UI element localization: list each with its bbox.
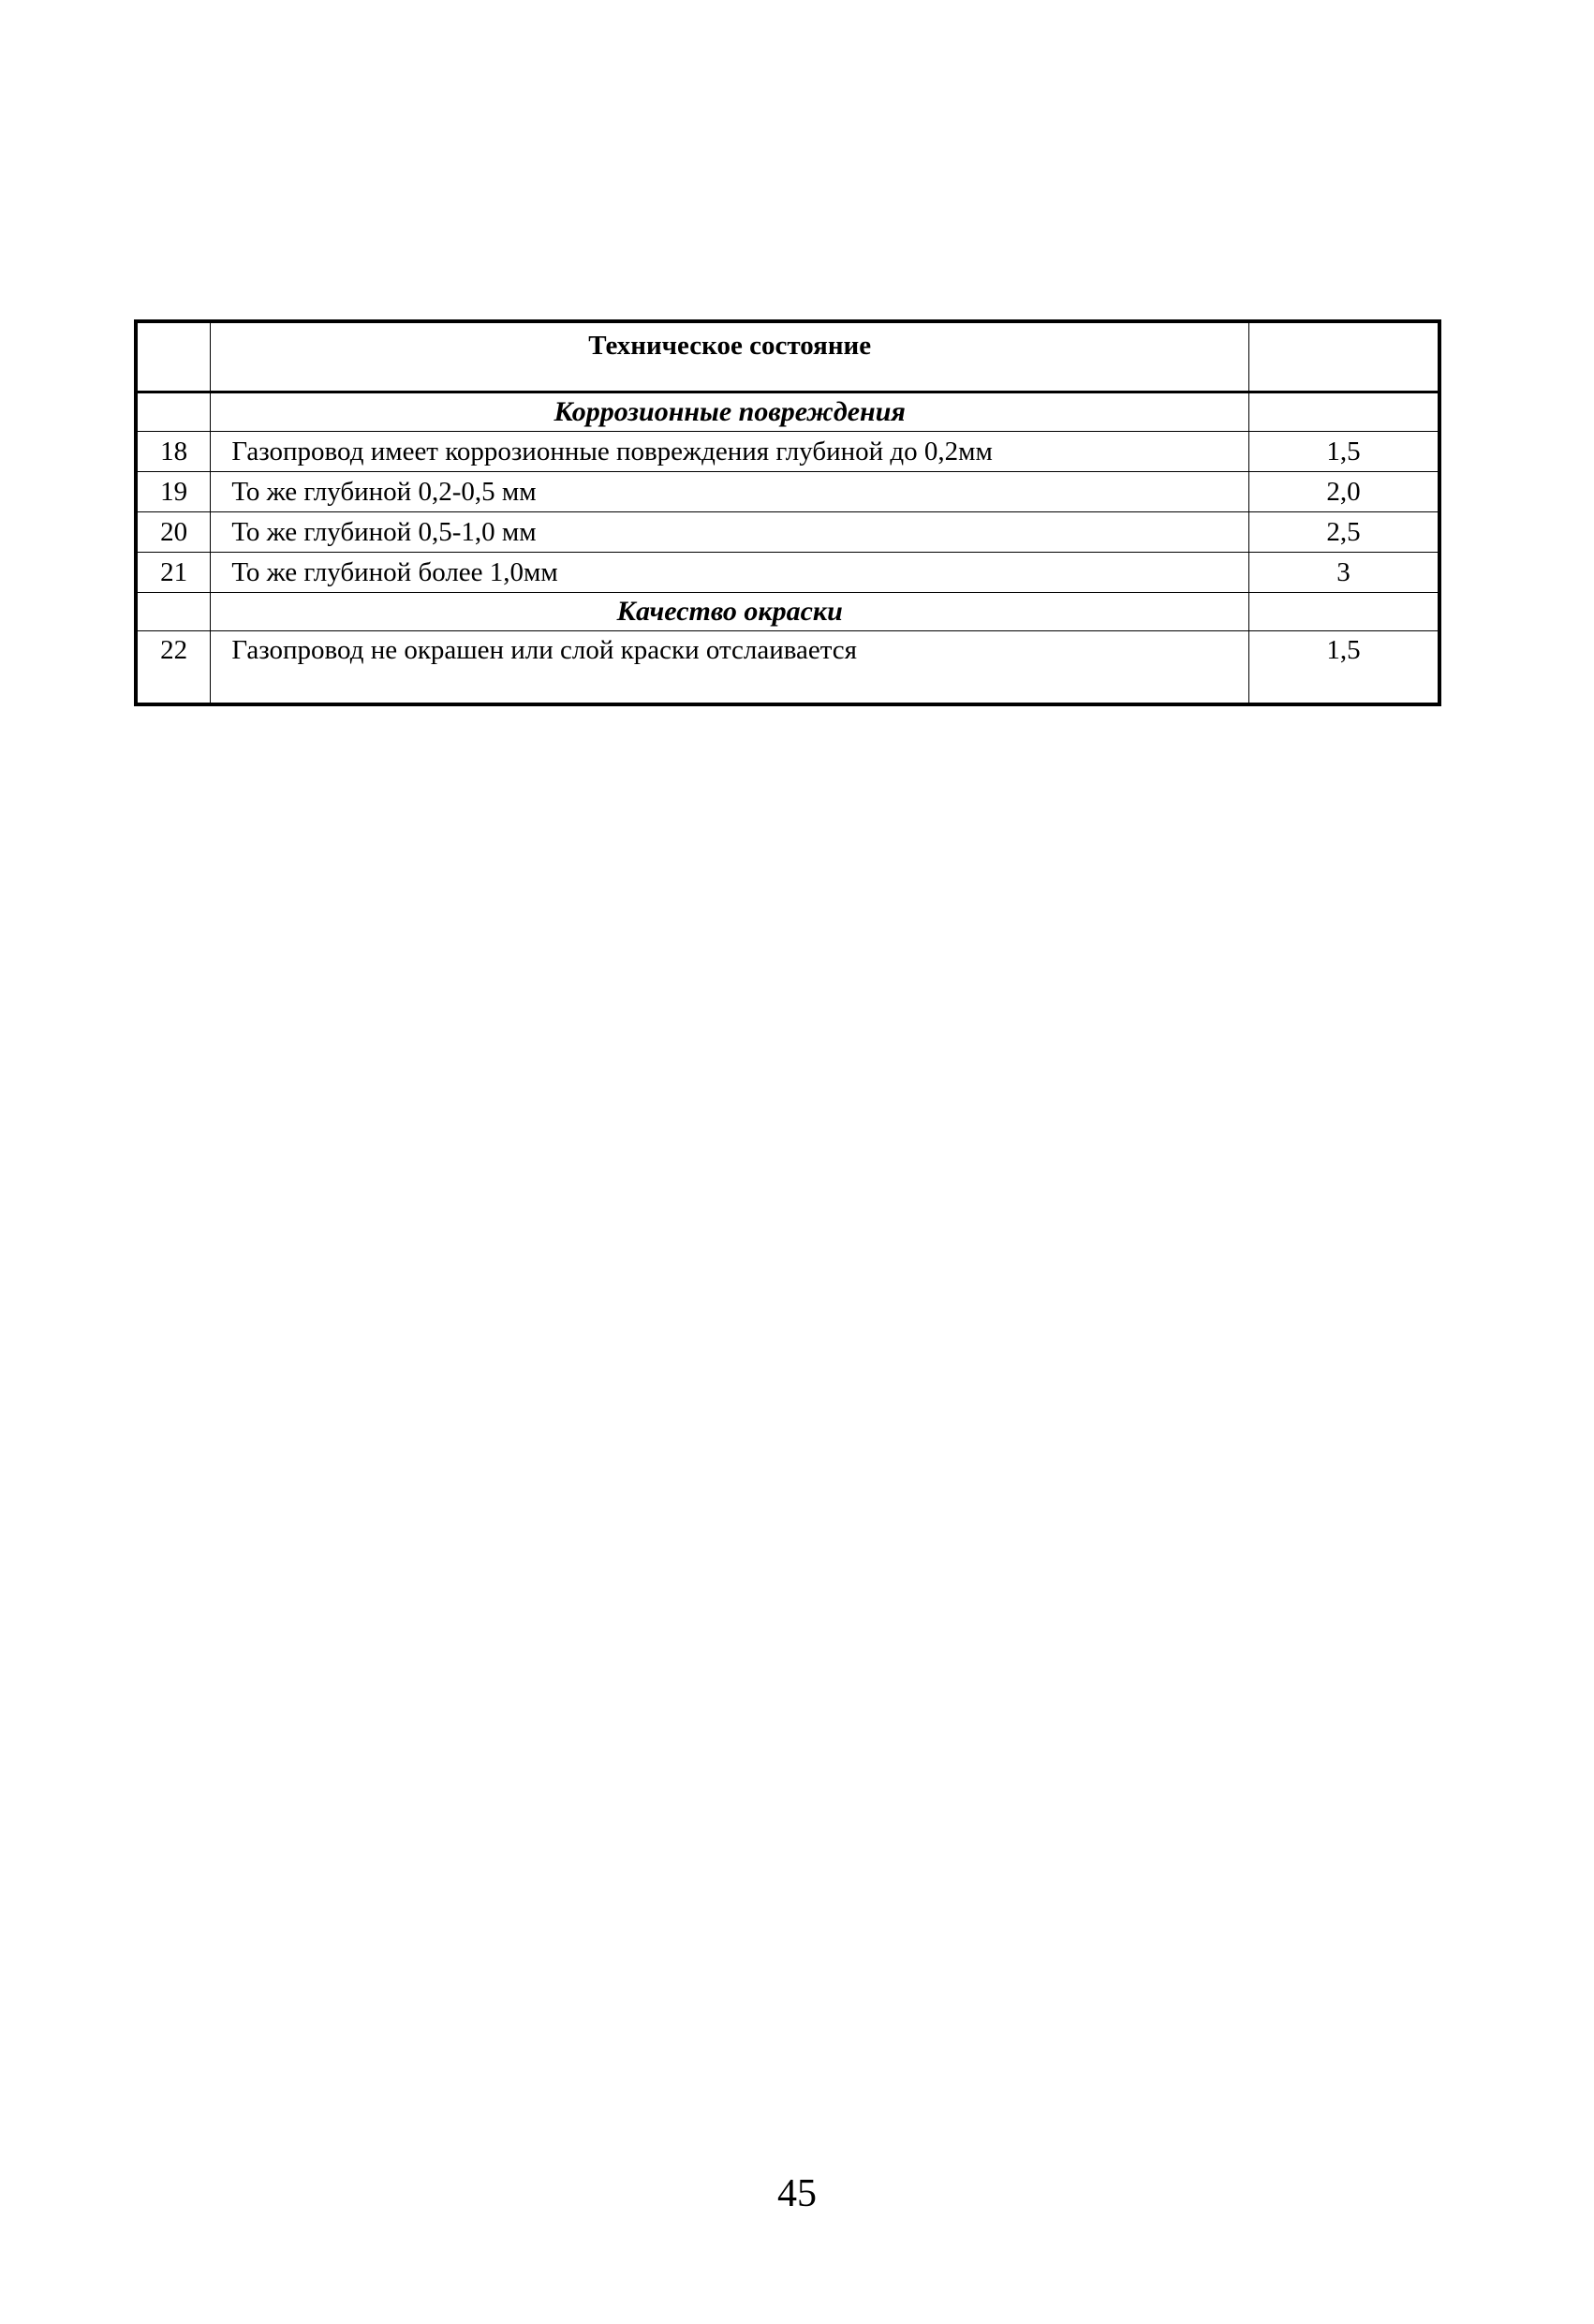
header-num-cell <box>136 321 211 392</box>
row-description: То же глубиной 0,2-0,5 мм <box>211 472 1249 512</box>
section-num-cell <box>136 392 211 432</box>
row-number: 18 <box>136 432 211 472</box>
section-num-cell <box>136 593 211 631</box>
row-value: 1,5 <box>1249 631 1439 705</box>
section-title: Коррозионные повреждения <box>211 392 1249 432</box>
row-number: 22 <box>136 631 211 705</box>
row-description: То же глубиной 0,5-1,0 мм <box>211 512 1249 553</box>
table-row <box>136 512 1439 553</box>
section-row-corrosion <box>136 392 1439 432</box>
row-value: 3 <box>1249 553 1439 593</box>
section-row-paint-quality <box>136 593 1439 631</box>
row-description: Газопровод имеет коррозионные повреждения глубиной до 0,2мм <box>211 432 1249 472</box>
section-value-cell <box>1249 392 1439 432</box>
table-row <box>136 553 1439 593</box>
row-description: То же глубиной более 1,0мм <box>211 553 1249 593</box>
row-value: 2,5 <box>1249 512 1439 553</box>
technical-condition-table <box>134 319 1441 706</box>
header-title: Техническое состояние <box>211 321 1249 392</box>
row-description: Газопровод не окрашен или слой краски отслаивается <box>211 631 1249 705</box>
row-number: 21 <box>136 553 211 593</box>
row-number: 19 <box>136 472 211 512</box>
table-header-row <box>136 321 1439 392</box>
section-title: Качество окраски <box>211 593 1249 631</box>
row-value: 2,0 <box>1249 472 1439 512</box>
table-row <box>136 631 1439 705</box>
table-row <box>136 472 1439 512</box>
section-value-cell <box>1249 593 1439 631</box>
table-row <box>136 432 1439 472</box>
header-value-cell <box>1249 321 1439 392</box>
page-number: 45 <box>777 2172 817 2215</box>
row-value: 1,5 <box>1249 432 1439 472</box>
row-number: 20 <box>136 512 211 553</box>
